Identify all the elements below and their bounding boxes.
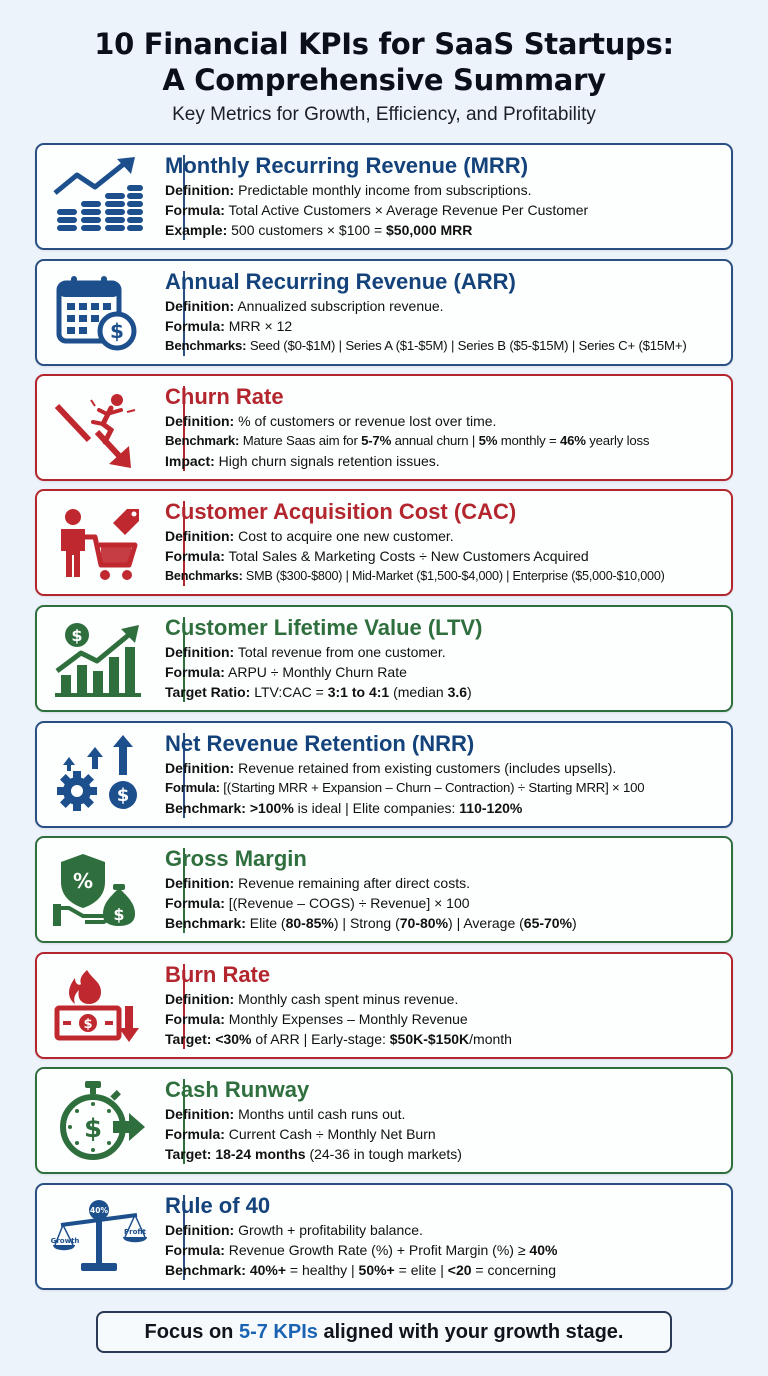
kpi-formula: Formula: MRR × 12 xyxy=(165,318,293,334)
kpi-benchmark: Benchmark: Elite (80-85%) | Strong (70-80%) | Average (65-70%) xyxy=(165,915,577,931)
shopper-cart-icon xyxy=(51,503,147,583)
kpi-card-nrr xyxy=(35,721,733,828)
kpi-benchmark: Benchmark: 40%+ = healthy | 50%+ = elite | <20 = concerning xyxy=(165,1262,556,1278)
page-subtitle: Key Metrics for Growth, Efficiency, and Profitability xyxy=(172,104,596,125)
kpi-card-cash-runway xyxy=(35,1067,733,1174)
kpi-formula: Formula: Monthly Expenses – Monthly Revenue xyxy=(165,1011,468,1027)
footer-text: Focus on xyxy=(144,1321,239,1343)
kpi-formula: Formula: ARPU ÷ Monthly Churn Rate xyxy=(165,664,407,680)
kpi-formula: Formula: Total Sales & Marketing Costs ÷ New Customers Acquired xyxy=(165,548,589,564)
kpi-definition: Definition: Revenue retained from existing customers (includes upsells). xyxy=(165,760,617,776)
svg-text:$: $ xyxy=(110,319,124,343)
kpi-benchmarks: Benchmarks: SMB ($300-$800) | Mid-Market ($1,500-$4,000) | Enterprise ($5,000-$10,000) xyxy=(165,569,665,583)
kpi-benchmark: Benchmark: Mature Saas aim for 5-7% annual churn | 5% monthly = 46% yearly loss xyxy=(165,433,650,448)
footer-highlight: 5-7 KPIs xyxy=(238,1321,318,1343)
kpi-definition: Definition: Cost to acquire one new customer. xyxy=(165,528,454,544)
shield-percent-money-icon xyxy=(51,850,147,930)
kpi-formula: Formula: Total Active Customers × Average Revenue Per Customer xyxy=(165,202,589,218)
scale-top-label: 40% xyxy=(90,1206,108,1215)
kpi-definition: Definition: Monthly cash spent minus revenue. xyxy=(165,991,459,1007)
scale-left-label: Growth xyxy=(51,1237,80,1245)
kpi-title: Cash Runway xyxy=(165,1077,310,1102)
page-title xyxy=(0,26,768,98)
footer-text-end: aligned with your growth stage. xyxy=(317,1321,624,1343)
calendar-dollar-icon xyxy=(51,273,147,353)
footer-callout xyxy=(96,1311,672,1353)
kpi-definition: Definition: Months until cash runs out. xyxy=(165,1106,406,1122)
kpi-card-mrr xyxy=(35,143,733,250)
svg-text:$: $ xyxy=(83,1114,103,1144)
kpi-benchmark: Benchmark: >100% is ideal | Elite companies: 110-120% xyxy=(165,800,523,816)
kpi-title: Rule of 40 xyxy=(165,1193,271,1218)
kpi-content xyxy=(165,383,725,471)
kpi-content xyxy=(165,1192,725,1280)
rising-bars-dollar-icon xyxy=(51,619,147,699)
kpi-content xyxy=(165,1076,725,1164)
kpi-content xyxy=(165,845,725,933)
kpi-title: Annual Recurring Revenue (ARR) xyxy=(165,269,516,294)
kpi-definition: Definition: % of customers or revenue lost over time. xyxy=(165,413,497,429)
kpi-formula: Formula: Current Cash ÷ Monthly Net Burn xyxy=(165,1126,436,1142)
kpi-title: Customer Lifetime Value (LTV) xyxy=(165,615,483,640)
kpi-benchmarks: Benchmarks: Seed ($0-$1M) | Series A ($1-$5M) | Series B ($5-$15M) | Series C+ ($15M+) xyxy=(165,338,687,353)
growth-coins-icon xyxy=(51,157,147,237)
kpi-title: Net Revenue Retention (NRR) xyxy=(165,731,475,756)
kpi-card-churn xyxy=(35,374,733,481)
balance-scale-icon xyxy=(51,1197,147,1277)
kpi-formula: Formula: [(Starting MRR + Expansion – Churn – Contraction) ÷ Starting MRR] × 100 xyxy=(165,780,645,795)
kpi-title: Burn Rate xyxy=(165,962,271,987)
kpi-impact: Impact: High churn signals retention issues. xyxy=(165,453,440,469)
svg-text:$: $ xyxy=(71,626,83,645)
kpi-card-ltv xyxy=(35,605,733,712)
kpi-target: Target: 18-24 months (24-36 in tough markets) xyxy=(165,1146,462,1162)
falling-person-icon xyxy=(51,388,147,468)
kpi-content xyxy=(165,498,725,586)
kpi-definition: Definition: Revenue remaining after direct costs. xyxy=(165,875,470,891)
kpi-definition: Definition: Total revenue from one customer. xyxy=(165,644,446,660)
title-line-2: A Comprehensive Summary xyxy=(162,63,606,97)
kpi-card-arr xyxy=(35,259,733,366)
kpi-example: Example: 500 customers × $100 = $50,000 MRR xyxy=(165,222,473,238)
kpi-card-gross-margin xyxy=(35,836,733,943)
burning-cash-icon xyxy=(51,966,147,1046)
gears-arrows-icon xyxy=(51,735,147,815)
kpi-title: Churn Rate xyxy=(165,384,284,409)
kpi-title: Monthly Recurring Revenue (MRR) xyxy=(165,153,529,178)
kpi-content xyxy=(165,961,725,1049)
kpi-definition: Definition: Annualized subscription revenue. xyxy=(165,298,444,314)
kpi-target-ratio: Target Ratio: LTV:CAC = 3:1 to 4:1 (median 3.6) xyxy=(165,684,472,700)
kpi-definition: Definition: Growth + profitability balance. xyxy=(165,1222,423,1238)
header xyxy=(0,0,768,126)
kpi-card-burn-rate xyxy=(35,952,733,1059)
kpi-formula: Formula: Revenue Growth Rate (%) + Profit Margin (%) ≥ 40% xyxy=(165,1242,558,1258)
svg-text:$: $ xyxy=(113,905,125,924)
kpi-content xyxy=(165,268,725,356)
kpi-definition: Definition: Predictable monthly income from subscriptions. xyxy=(165,182,532,198)
kpi-formula: Formula: [(Revenue – COGS) ÷ Revenue] × 100 xyxy=(165,895,470,911)
kpi-content xyxy=(165,152,725,240)
title-line-1: 10 Financial KPIs for SaaS Startups: xyxy=(94,27,674,61)
svg-text:$: $ xyxy=(116,785,130,806)
svg-text:%: % xyxy=(72,869,94,893)
kpi-target: Target: <30% of ARR | Early-stage: $50K-$150K/month xyxy=(165,1031,512,1047)
stopwatch-dollar-icon xyxy=(51,1081,147,1161)
kpi-card-cac xyxy=(35,489,733,596)
kpi-card-rule-of-40 xyxy=(35,1183,733,1290)
kpi-content xyxy=(165,614,725,702)
kpi-title: Customer Acquisition Cost (CAC) xyxy=(165,499,517,524)
kpi-content xyxy=(165,730,725,818)
scale-right-label: Profit xyxy=(124,1228,146,1236)
svg-text:$: $ xyxy=(83,1017,93,1032)
kpi-title: Gross Margin xyxy=(165,846,307,871)
